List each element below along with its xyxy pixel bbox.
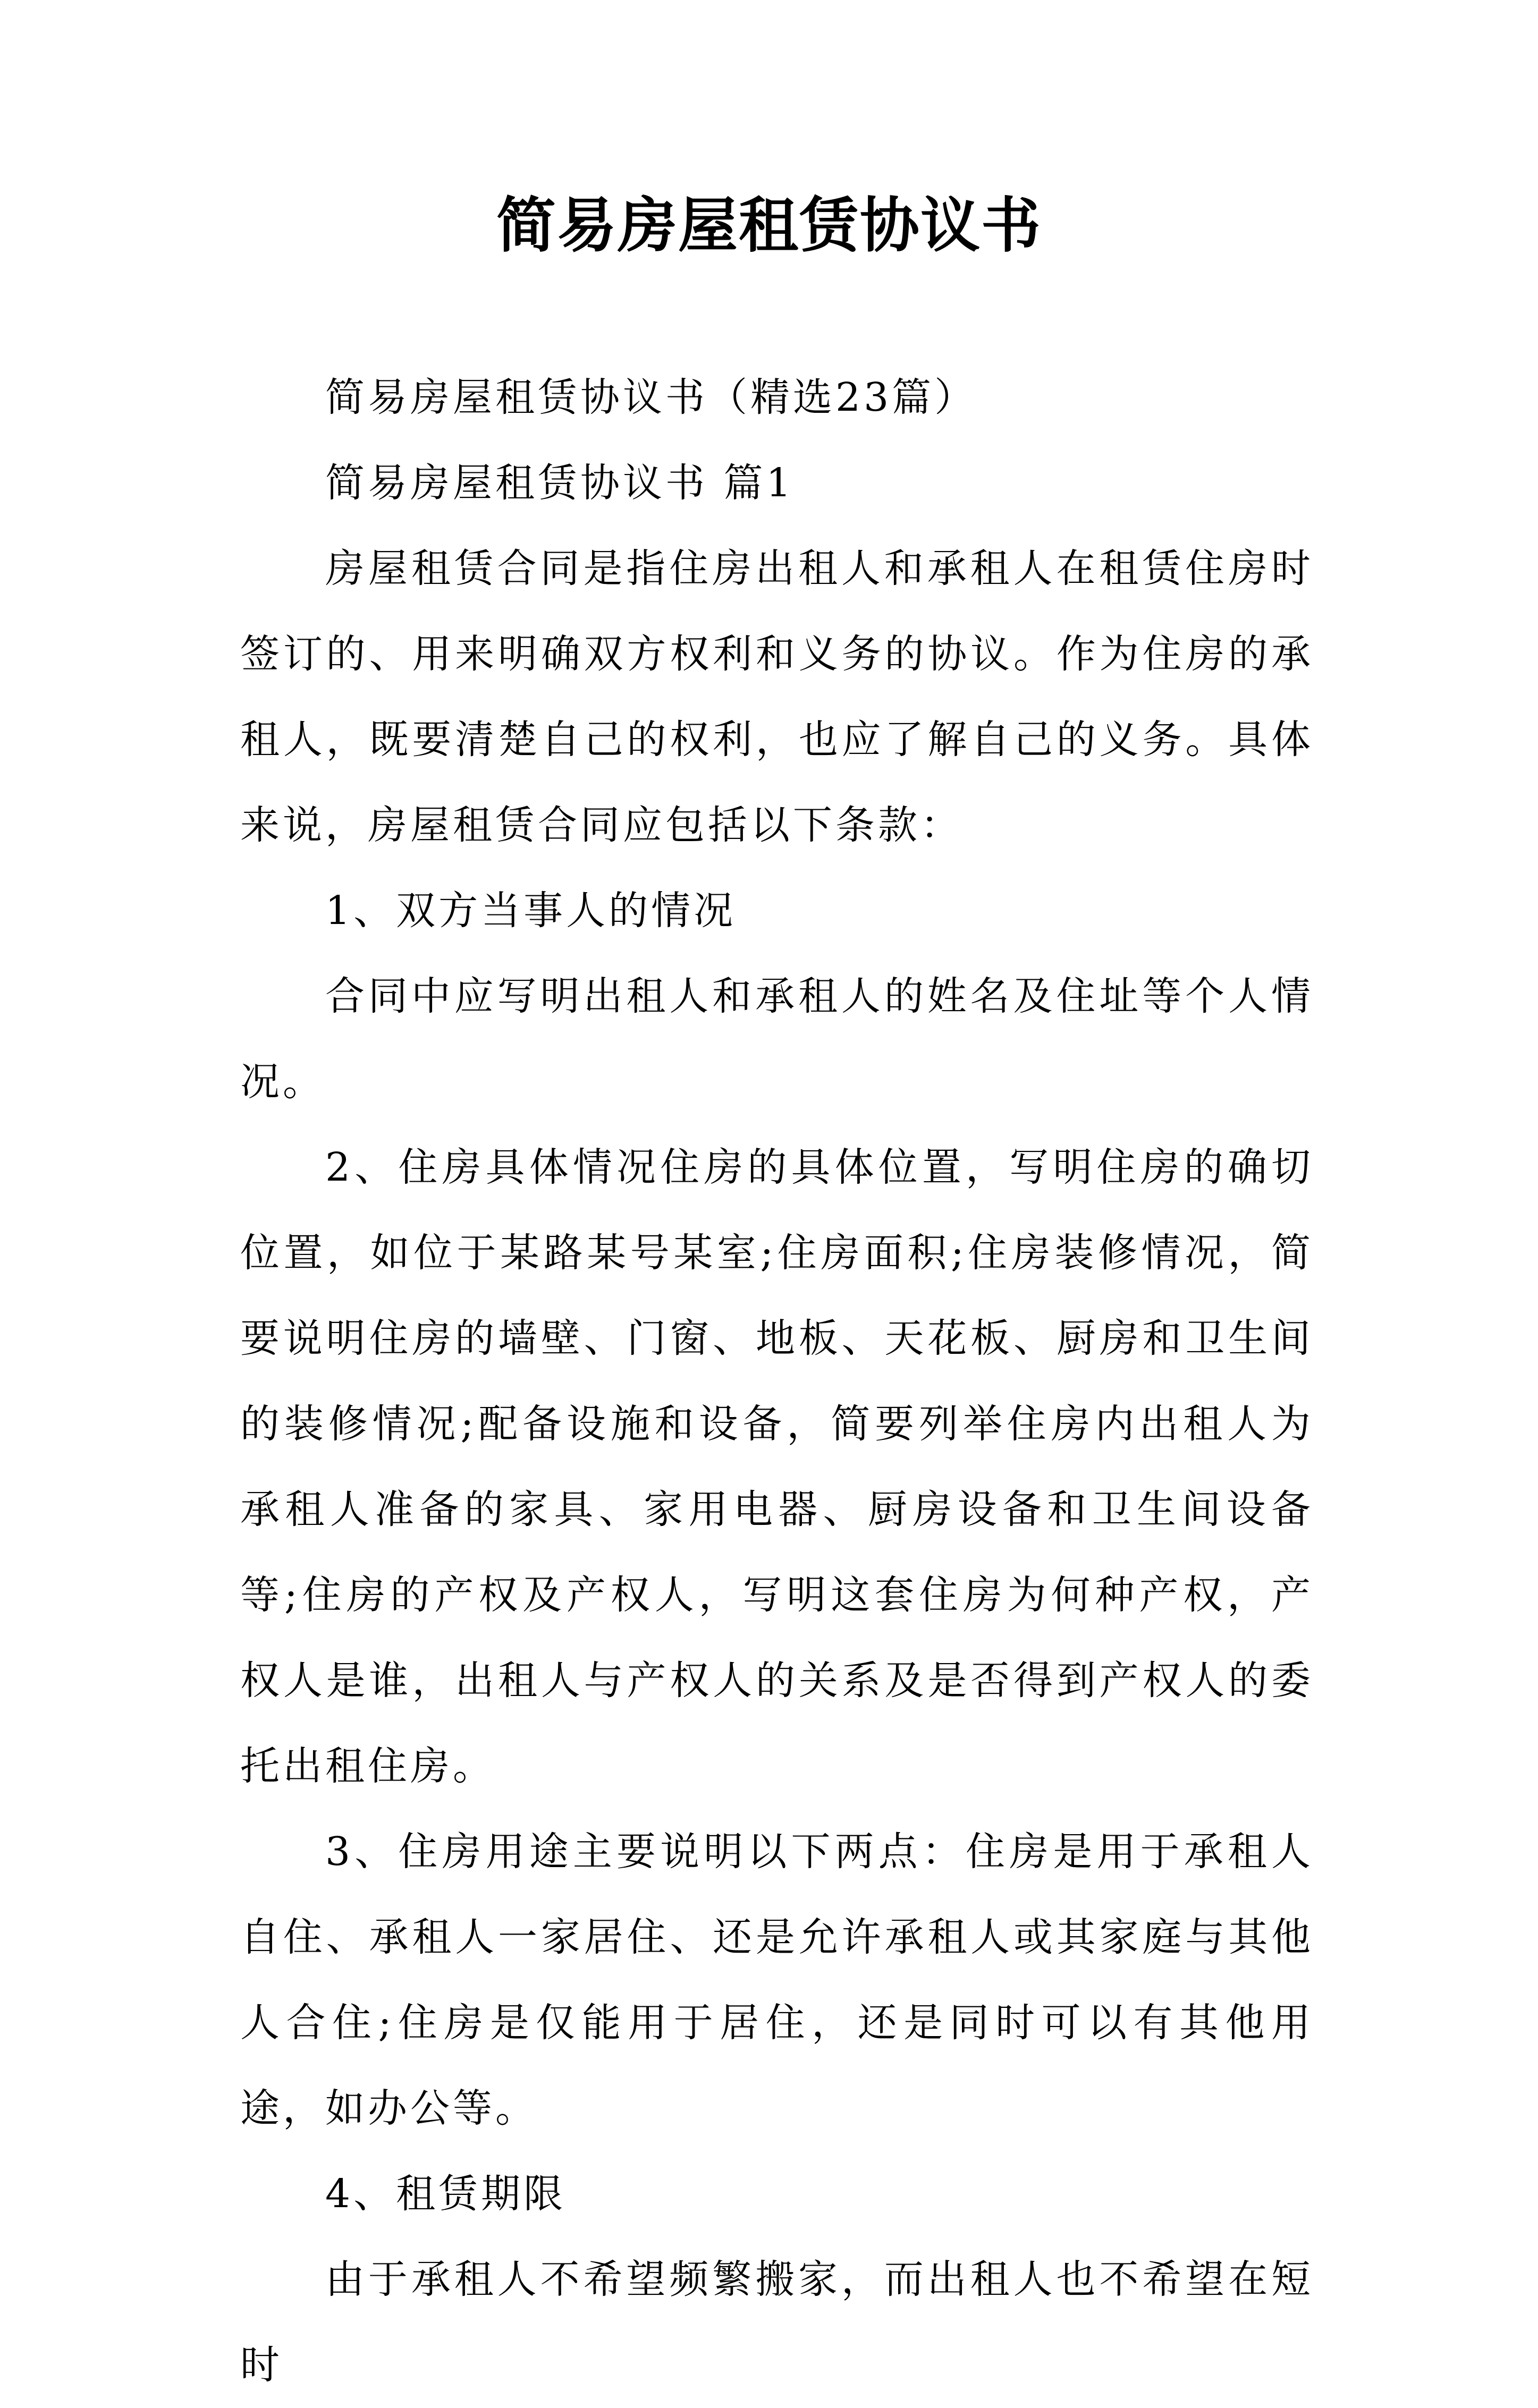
paragraph: 合同中应写明出租人和承租人的姓名及住址等个人情况。: [240, 973, 1314, 1105]
paragraph: 2、住房具体情况住房的具体位置，写明住房的确切位置，如位于某路某号某室;住房面积;住房装修情况，简要说明住房的墙壁、门窗、地板、天花板、厨房和卫生间的装修情况;配备设施和设备，简要列举住房内出租人为承租人准备的家具、家用电器、厨房设备和卫生间设备等;住房的产权及产权人，写明这套住房为何种产权，产权人是谁，出租人与产权人的关系及是否得到产权人的委托出租住房。: [240, 1144, 1314, 1789]
paragraph: 由于承租人不希望频繁搬家，而出租人也不希望在短时: [240, 2257, 1314, 2388]
paragraph: 3、住房用途主要说明以下两点：住房是用于承租人自住、承租人一家居住、还是允许承租人或其家庭与其他人合住;住房是仅能用于居住，还是同时可以有其他用途，如办公等。: [240, 1829, 1314, 2131]
document-title: 简易房屋租赁协议书: [496, 191, 1042, 260]
clause-heading: 4、租赁期限: [325, 2171, 567, 2217]
paragraph: 房屋租赁合同是指住房出租人和承租人在租赁住房时签订的、用来明确双方权利和义务的协议。作为住房的承租人，既要清楚自己的权利，也应了解自己的义务。具体来说，房屋租赁合同应包括以下条款：: [240, 546, 1314, 848]
clause-heading: 1、双方当事人的情况: [325, 888, 737, 934]
document-body: [240, 355, 1314, 2408]
section-heading: 简易房屋租赁协议书 篇1: [325, 460, 795, 506]
document-subtitle: 简易房屋租赁协议书（精选23篇）: [325, 375, 977, 420]
